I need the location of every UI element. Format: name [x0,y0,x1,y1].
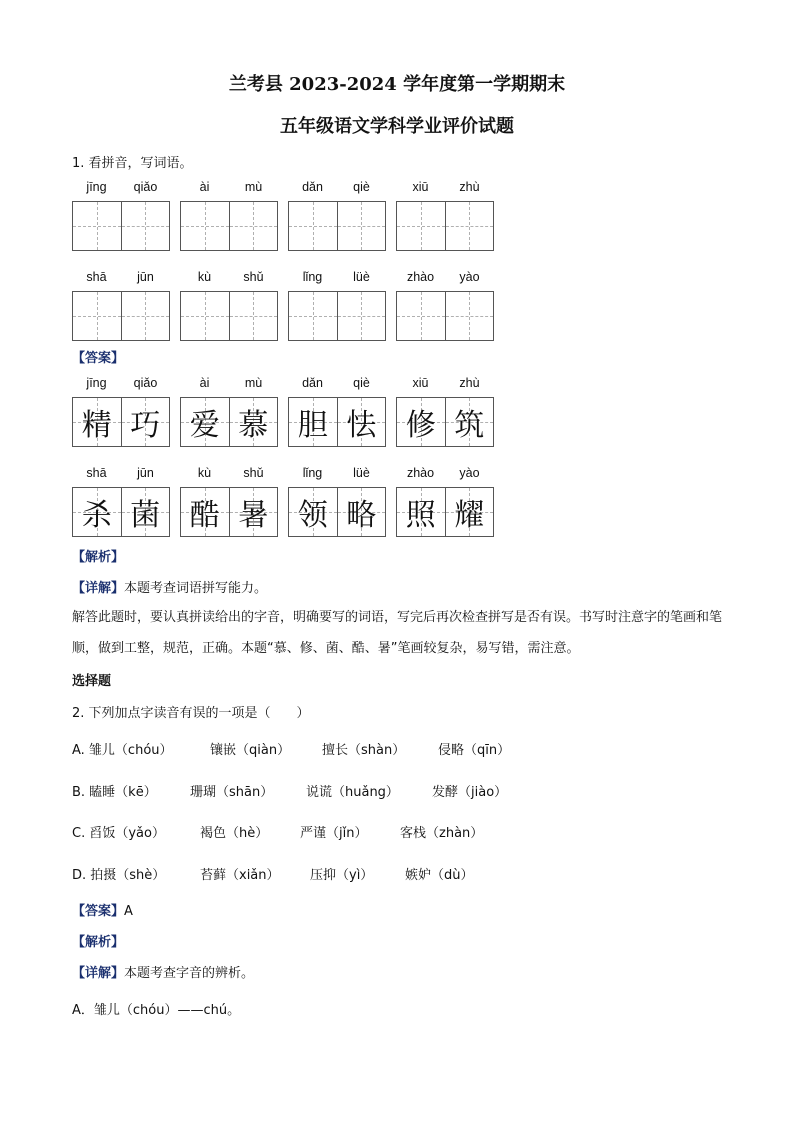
writing-cell [337,292,386,340]
answer-char: 巧 [130,408,161,443]
option-item: 苔藓（xiǎn） [200,868,280,883]
answer-cell [73,488,121,536]
detail-label: 【详解】 [72,581,125,596]
word-group [72,466,170,556]
writing-cell [337,202,386,250]
pinyin: mù [244,376,263,390]
writing-cell [445,202,494,250]
answer-value: A [124,904,133,919]
word-group [396,376,494,466]
detail-text: 本题考查词语拼写能力。 [124,581,268,596]
pinyin: dǎn [302,376,323,390]
answer-char: 略 [346,498,377,533]
writing-boxes [180,201,278,251]
answer-cell [121,398,170,446]
q1-answer-row-1 [72,376,512,466]
pinyin: mù [244,180,263,194]
word-group [180,180,278,270]
answer-char: 酷 [189,498,220,533]
writing-cell [229,292,278,340]
pinyin: xiū [412,180,429,194]
writing-cell [121,202,170,250]
answer-char: 照 [405,498,436,533]
pinyin: jīng [86,376,107,390]
pinyin: ài [199,180,210,194]
answer-char: 胆 [297,408,328,443]
writing-boxes [288,201,386,251]
word-group [180,376,278,466]
writing-boxes [72,291,170,341]
pinyin: jūn [137,466,154,480]
answer-cell [229,398,278,446]
answer-cell [337,488,386,536]
answer-cell [397,488,445,536]
writing-cell [73,202,121,250]
option-item: 说谎（huǎng） [306,785,399,800]
pinyin: shā [86,270,107,284]
answer-char: 杀 [81,498,112,533]
word-group [396,270,494,360]
detail-label: 【详解】 [72,966,125,981]
answer-char: 菌 [130,498,161,533]
answer-cell [73,398,121,446]
pinyin: zhù [459,180,480,194]
option-item: 擅长（shàn） [322,743,406,758]
pinyin: shǔ [243,466,264,480]
answer-cell [337,398,386,446]
writing-cell [397,202,445,250]
writing-boxes [72,487,170,537]
answer-cell [445,398,494,446]
q2-answer [72,900,133,919]
detail-text: 本题考查字音的辨析。 [124,966,255,981]
answer-char: 精 [81,408,112,443]
answer-char: 领 [297,498,328,533]
pinyin: jīng [86,180,107,194]
word-group [180,466,278,556]
q2-prompt: 2. 下列加点字读音有误的一项是（ ） [72,706,310,721]
q2-detail [72,962,254,981]
answer-char: 慕 [238,408,269,443]
option-item: 褐色（hè） [200,826,269,841]
document-title: 兰考县 2023-2024 学年度第一学期期末 [228,74,566,95]
option-item: C. 舀饭（yǎo） [72,826,165,841]
answer-char: 暑 [238,498,269,533]
q1-explanation: 解答此题时，要认真拼读给出的字音，明确要写的词语，写完后再次检查拼写是否有误。书写时注意字的笔画和笔顺，做到工整，规范，正确。本题“慕、修、菌、酷、暑”笔画较复杂，易写错，需注意。 [72,610,723,656]
word-group [72,376,170,466]
word-group [288,180,386,270]
answer-cell [397,398,445,446]
pinyin: lüè [353,270,370,284]
q1-detail [72,577,267,596]
answer-char: 修 [405,408,436,443]
pinyin: qiè [353,180,370,194]
writing-boxes [180,487,278,537]
word-group [288,270,386,360]
word-group [288,376,386,466]
writing-boxes [396,201,494,251]
pinyin: xiū [412,376,429,390]
pinyin: zhào [406,270,435,284]
pinyin: kù [197,270,212,284]
q1-analysis-label: 【解析】 [72,550,125,565]
q1-blank-row-2 [72,270,512,360]
pinyin: qiǎo [133,376,158,390]
option-item: 珊瑚（shān） [190,785,274,800]
writing-cell [229,202,278,250]
pinyin: shǔ [243,270,264,284]
section-heading: 选择题 [72,674,112,689]
option-item: 压抑（yì） [310,868,374,883]
writing-boxes [288,291,386,341]
option-item: B. 瞌睡（kē） [72,785,157,800]
pinyin: yào [459,466,480,480]
pinyin: lǐng [302,466,323,480]
option-item: 镶嵌（qiàn） [210,743,291,758]
writing-boxes [396,291,494,341]
answer-cell [289,398,337,446]
q1-blank-row-1 [72,180,512,270]
q2-line-a: A．雏儿（chóu）——chú。 [72,1003,241,1018]
writing-cell [397,292,445,340]
word-group [288,466,386,556]
option-item: 客栈（zhàn） [400,826,484,841]
option-item: 严谨（jǐn） [300,826,368,841]
answer-char: 耀 [454,498,485,533]
pinyin: yào [459,270,480,284]
writing-cell [181,292,229,340]
option-item: 发酵（jiào） [432,785,508,800]
writing-boxes [180,291,278,341]
writing-cell [289,292,337,340]
pinyin: jūn [137,270,154,284]
word-group [396,180,494,270]
pinyin: zhào [406,466,435,480]
pinyin: qiǎo [133,180,158,194]
writing-cell [289,202,337,250]
pinyin: dǎn [302,180,323,194]
writing-boxes [288,397,386,447]
pinyin: shā [86,466,107,480]
writing-boxes [72,201,170,251]
writing-boxes [396,487,494,537]
pinyin: qiè [353,376,370,390]
answer-cell [181,488,229,536]
word-group [180,270,278,360]
writing-cell [121,292,170,340]
word-group [396,466,494,556]
writing-boxes [72,397,170,447]
answer-char: 爱 [189,408,220,443]
answer-label: 【答案】 [72,904,125,919]
document-subtitle: 五年级语文学科学业评价试题 [280,116,514,137]
writing-boxes [396,397,494,447]
q2-analysis-label: 【解析】 [72,935,125,950]
answer-cell [181,398,229,446]
pinyin: ài [199,376,210,390]
option-item: D. 拍摄（shè） [72,868,166,883]
q1-prompt: 1. 看拼音，写词语。 [72,156,193,171]
option-item: 嫉妒（dù） [405,868,474,883]
writing-boxes [288,487,386,537]
writing-boxes [180,397,278,447]
answer-cell [445,488,494,536]
pinyin: lǐng [302,270,323,284]
word-group [72,180,170,270]
option-item: 侵略（qīn） [438,743,511,758]
answer-char: 怯 [346,408,377,443]
q1-answer-label: 【答案】 [72,351,125,366]
answer-cell [229,488,278,536]
answer-cell [121,488,170,536]
option-item: A. 雏儿（chóu） [72,743,173,758]
writing-cell [73,292,121,340]
pinyin: lüè [353,466,370,480]
writing-cell [181,202,229,250]
pinyin: kù [197,466,212,480]
answer-cell [289,488,337,536]
writing-cell [445,292,494,340]
answer-char: 筑 [454,408,485,443]
pinyin: zhù [459,376,480,390]
q1-answer-row-2 [72,466,512,556]
